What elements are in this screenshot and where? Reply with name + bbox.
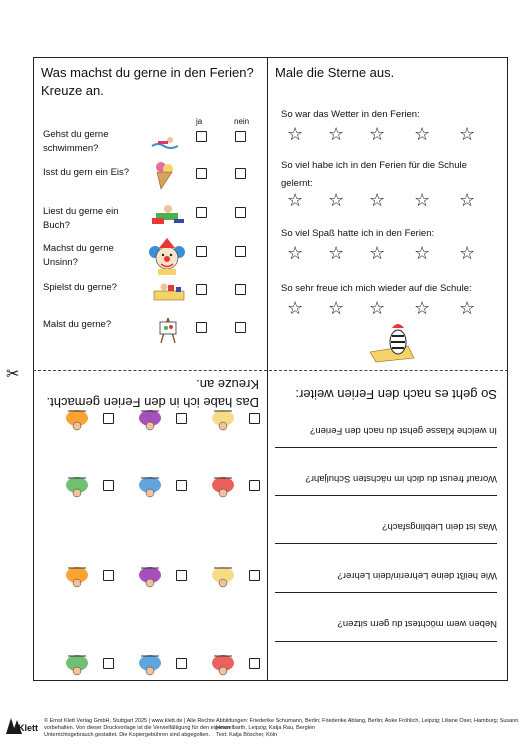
- star-icon[interactable]: ☆: [414, 243, 431, 264]
- right-top-title: Male die Sterne aus.: [275, 65, 395, 80]
- zebra-reading-icon: [135, 407, 165, 433]
- publisher-name: Klett: [18, 723, 38, 733]
- airplane-icon: [62, 407, 92, 433]
- answer-line-4[interactable]: [275, 592, 497, 593]
- sailboat-icon: [62, 474, 92, 500]
- activity-checkbox[interactable]: [103, 570, 114, 581]
- star-icon[interactable]: ☆: [287, 298, 304, 319]
- question-4-no-checkbox[interactable]: [235, 246, 246, 257]
- reading-child-icon: [150, 203, 186, 227]
- ice-cream-icon: [152, 160, 176, 190]
- star-icon[interactable]: ☆: [287, 124, 304, 145]
- activity-checkbox[interactable]: [249, 480, 260, 491]
- rating-prompt-3: So viel Spaß hatte ich in den Ferien:: [281, 228, 435, 239]
- zebra-painting-icon: [135, 564, 165, 590]
- star-icon[interactable]: ☆: [287, 243, 304, 264]
- star-icon[interactable]: ☆: [459, 243, 476, 264]
- after-holiday-question-5: Neben wem möchtest du gern sitzen?: [337, 618, 497, 629]
- after-holiday-question-1: In welche Klasse gehst du nach den Ferien?: [310, 425, 497, 436]
- left-bottom-title-line2: Kreuze an.: [196, 377, 259, 392]
- answer-line-1[interactable]: [275, 447, 497, 448]
- question-6-line1: Malst du gerne?: [43, 319, 112, 330]
- acrobat-icon: [62, 652, 92, 678]
- activity-checkbox[interactable]: [249, 658, 260, 669]
- zebra-mascot-icon: [368, 320, 416, 364]
- star-icon[interactable]: ☆: [414, 124, 431, 145]
- star-icon[interactable]: ☆: [328, 298, 345, 319]
- star-icon[interactable]: ☆: [414, 298, 431, 319]
- right-bottom-title: So geht es nach den Ferien weiter:: [295, 387, 497, 402]
- activity-checkbox[interactable]: [176, 413, 187, 424]
- copyright-line-3: Unterrichtsgebrauch gestattet. Die Kopiergebühren sind abgegolten.: [44, 732, 211, 738]
- question-3-no-checkbox[interactable]: [235, 207, 246, 218]
- question-4-line2: Unsinn?: [43, 257, 78, 268]
- question-1-yes-checkbox[interactable]: [196, 131, 207, 142]
- activity-checkbox[interactable]: [103, 480, 114, 491]
- tent-icon: [135, 652, 165, 678]
- column-yes-label: ja: [196, 117, 203, 126]
- after-holiday-question-4: Wie heißt deine Lehrerin/dein Lehrer?: [337, 570, 497, 581]
- question-2-line1: Isst du gern ein Eis?: [43, 167, 130, 178]
- question-6-yes-checkbox[interactable]: [196, 322, 207, 333]
- after-holiday-question-3: Was ist dein Lieblingsfach?: [382, 521, 497, 532]
- question-2-yes-checkbox[interactable]: [196, 168, 207, 179]
- answer-line-5[interactable]: [275, 641, 497, 642]
- left-bottom-title-line1: Das habe ich in den Ferien gemacht.: [46, 395, 259, 410]
- question-6-no-checkbox[interactable]: [235, 322, 246, 333]
- question-3-yes-checkbox[interactable]: [196, 207, 207, 218]
- activity-checkbox[interactable]: [249, 413, 260, 424]
- painting-easel-icon: [156, 316, 180, 344]
- question-1-line1: Gehst du gerne: [43, 129, 109, 140]
- star-icon[interactable]: ☆: [369, 124, 386, 145]
- left-bottom-panel: [34, 371, 267, 680]
- star-icon[interactable]: ☆: [459, 124, 476, 145]
- clown-icon: [148, 238, 186, 276]
- zebra-hiking-icon: [62, 564, 92, 590]
- activity-checkbox[interactable]: [176, 658, 187, 669]
- activity-checkbox[interactable]: [176, 480, 187, 491]
- star-icon[interactable]: ☆: [369, 298, 386, 319]
- bicycle-icon: [208, 564, 238, 590]
- activity-checkbox[interactable]: [103, 658, 114, 669]
- question-5-line1: Spielst du gerne?: [43, 282, 117, 293]
- credits-line-2: Hesselbarth, Leipzig; Katja Rau, Berglen: [216, 725, 316, 731]
- left-top-title-line2: Kreuze an.: [41, 83, 104, 98]
- copyright-line-1: © Ernst Klett Verlag GmbH, Stuttgart 2025 | www.klett.de | Alle Rechte: [44, 718, 215, 724]
- swimmer-icon: [150, 133, 180, 151]
- rating-prompt-2-line1: So viel habe ich in den Ferien für die Schule: [281, 160, 467, 171]
- answer-line-2[interactable]: [275, 495, 497, 496]
- credits-line-1: Abbildungen: Friederike Schumann, Berlin; Friederike Ablang, Berlin; Anke Fröhlich, Leipzig; Liliane Oser, Hamburg; Susann: [216, 718, 519, 724]
- question-3-line1: Liest du gerne ein: [43, 206, 119, 217]
- left-top-title-line1: Was machst du gerne in den Ferien?: [41, 65, 254, 80]
- ice-cream-cone-icon: [208, 474, 238, 500]
- rating-prompt-2-line2: gelernt:: [281, 178, 313, 189]
- copyright-line-2: vorbehalten. Von dieser Druckvorlage ist die Vervielfältigung für den eigenen: [44, 725, 231, 731]
- question-4-yes-checkbox[interactable]: [196, 246, 207, 257]
- activity-checkbox[interactable]: [249, 570, 260, 581]
- star-icon[interactable]: ☆: [369, 243, 386, 264]
- star-icon[interactable]: ☆: [328, 243, 345, 264]
- star-icon[interactable]: ☆: [459, 298, 476, 319]
- cyclist-zebra-icon: [135, 474, 165, 500]
- star-icon[interactable]: ☆: [459, 190, 476, 211]
- question-5-yes-checkbox[interactable]: [196, 284, 207, 295]
- star-icon[interactable]: ☆: [369, 190, 386, 211]
- skateboard-zebra-icon: [208, 407, 238, 433]
- question-3-line2: Buch?: [43, 220, 70, 231]
- question-1-no-checkbox[interactable]: [235, 131, 246, 142]
- activity-checkbox[interactable]: [103, 413, 114, 424]
- activity-checkbox[interactable]: [176, 570, 187, 581]
- question-2-no-checkbox[interactable]: [235, 168, 246, 179]
- beach-hat-icon: [208, 652, 238, 678]
- answer-line-3[interactable]: [275, 543, 497, 544]
- right-bottom-panel: [268, 371, 507, 680]
- credits-line-3: Text: Katja Böscher, Köln: [216, 732, 278, 738]
- star-icon[interactable]: ☆: [328, 124, 345, 145]
- column-no-label: nein: [234, 117, 250, 126]
- after-holiday-question-2: Worauf freust du dich im nächsten Schuljahr?: [305, 473, 497, 484]
- question-1-line2: schwimmen?: [43, 143, 99, 154]
- scissors-icon: ✂: [6, 364, 20, 383]
- star-icon[interactable]: ☆: [414, 190, 431, 211]
- question-4-line1: Machst du gerne: [43, 243, 114, 254]
- playing-child-icon: [152, 281, 188, 303]
- rating-prompt-4: So sehr freue ich mich wieder auf die Schule:: [281, 283, 472, 294]
- star-icon[interactable]: ☆: [287, 190, 304, 211]
- star-icon[interactable]: ☆: [328, 190, 345, 211]
- rating-prompt-1: So war das Wetter in den Ferien:: [281, 109, 420, 120]
- question-5-no-checkbox[interactable]: [235, 284, 246, 295]
